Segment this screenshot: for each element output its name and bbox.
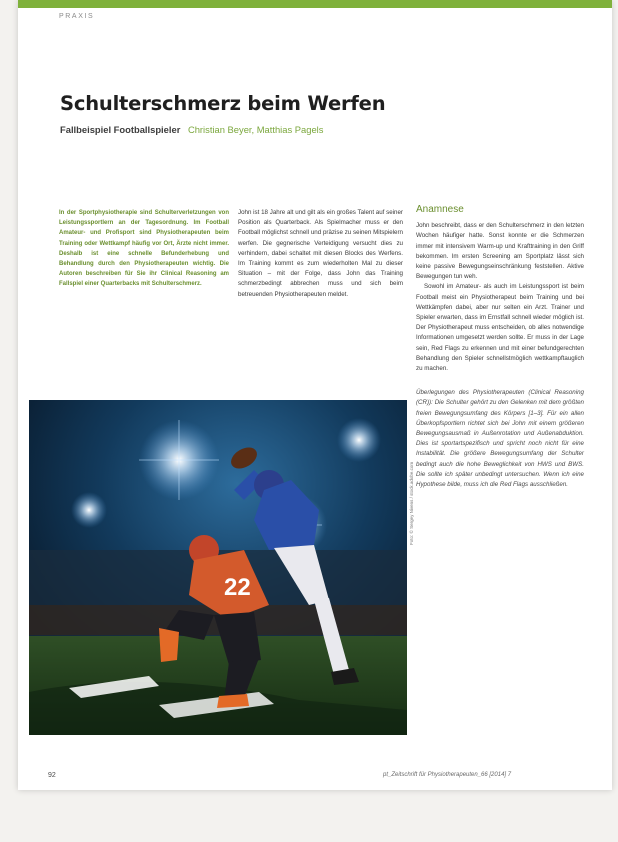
article-authors: Christian Beyer, Matthias Pagels	[187, 124, 324, 135]
photo-credit: Foto: © Sergey Nivens / stock.adobe.com	[409, 461, 414, 545]
clinical-reasoning-note: Überlegungen des Physiotherapeuten (Clinical Reasoning (CR)): Die Schulter gehört zu den Gelenken mit dem größten freien Bewegungsumfang des Körpers [1–3]. Für ein allen Überkopfsportlern richtet sich bei John mit einem größeren Bewegungsausmaß in Außenrotation und Außenabduktion. Dies ist sportartspezifisch und spricht noch nicht für eine Instabilität. Die größere Bewegungsumfang der Schulter bedingt auch die hohe Beweglichkeit von HWS und BWS. Die sollte ich später unbedingt untersuchen. Wenn ich eine Hypothese bilde, muss ich die Red Flags ausschließen.	[416, 389, 584, 489]
anamnese-paragraph-1: John beschreibt, dass er den Schulterschmerz in den letzten Wochen häufiger hatte. Sonst konnte er die Schmerzen immer mit intensivem Warm-up und Krafttraining in den Griff bekommen. Im ersten Screening am Sportplatz lässt sich keine passive Bewegungseinschränkung feststellen. Aktive Bewegungen tun weh.	[416, 222, 584, 281]
header-color-bar	[18, 0, 612, 8]
intro-text: In der Sportphysiotherapie sind Schulterverletzungen von Leistungssportlern an der Tagesordnung. Im Football Amateur- und Profisport sind Physiotherapeuten beim Training oder Wettkampf häufig vor Ort, Ärzte nicht immer. Deshalb ist eine schnelle Befunderhebung und Behandlung durch den Physiotherapeuten wichtig. Die Autoren beschreiben für Sie ihr Clinical Reasoning am Fallspiel einer Quarterbacks mit Schulterschmerz.	[59, 210, 229, 288]
subtitle-kicker: Fallbeispiel Footballspieler	[60, 124, 181, 135]
magazine-page	[18, 0, 612, 790]
body-column-2	[238, 208, 403, 300]
article-title: Schulterschmerz beim Werfen	[60, 92, 386, 115]
jersey-number: 22	[224, 574, 251, 601]
football-illustration	[29, 400, 407, 735]
anamnese-paragraph-2: Sowohl im Amateur- als auch im Leistungssport ist beim Football meist ein Physiotherapeut beim Training und bei Wettkämpfen dabei, aber nur selten ein Arzt. Trainer und Spieler erwarten, dass im Ernstfall schnell wieder möglich ist. Der Physiotherapeut muss entscheiden, ob alles notwendige Informationen umgesetzt werden sollte. Er muss in der Lage sein, Red Flags zu erkennen und mit einer befundgerechten Behandlung den Spieler schnellstmöglich wettkampftauglich zu machen.	[416, 283, 584, 373]
page-number: 92	[48, 772, 56, 779]
article-subtitle	[60, 124, 323, 135]
body-text-col2: John ist 18 Jahre alt und gilt als ein großes Talent auf seiner Position als Quarterback. Als Spielmacher muss er den Football möglichst schnell und präzise zu seinen Mitspielern werfen. Die gegnerische Verteidigung versucht dies zu verhindern, dabei schaltet mit diesen Blocks des Werfens. Im Training kommt es zum wiederholten Mal zu dieser Situation – mit der Folge, dass John das Training schmerzbedingt abbrechen muss und sich beim betreuenden Physiotherapeuten meldet.	[238, 209, 403, 298]
intro-column	[59, 208, 229, 290]
section-label: PRAXIS	[59, 13, 95, 20]
body-column-3	[416, 205, 584, 490]
football-photo	[29, 400, 407, 735]
footer-journal: pt_Zeitschrift für Physiotherapeuten_66 [2014] 7	[383, 772, 512, 778]
anamnese-heading: Anamnese	[416, 204, 464, 215]
